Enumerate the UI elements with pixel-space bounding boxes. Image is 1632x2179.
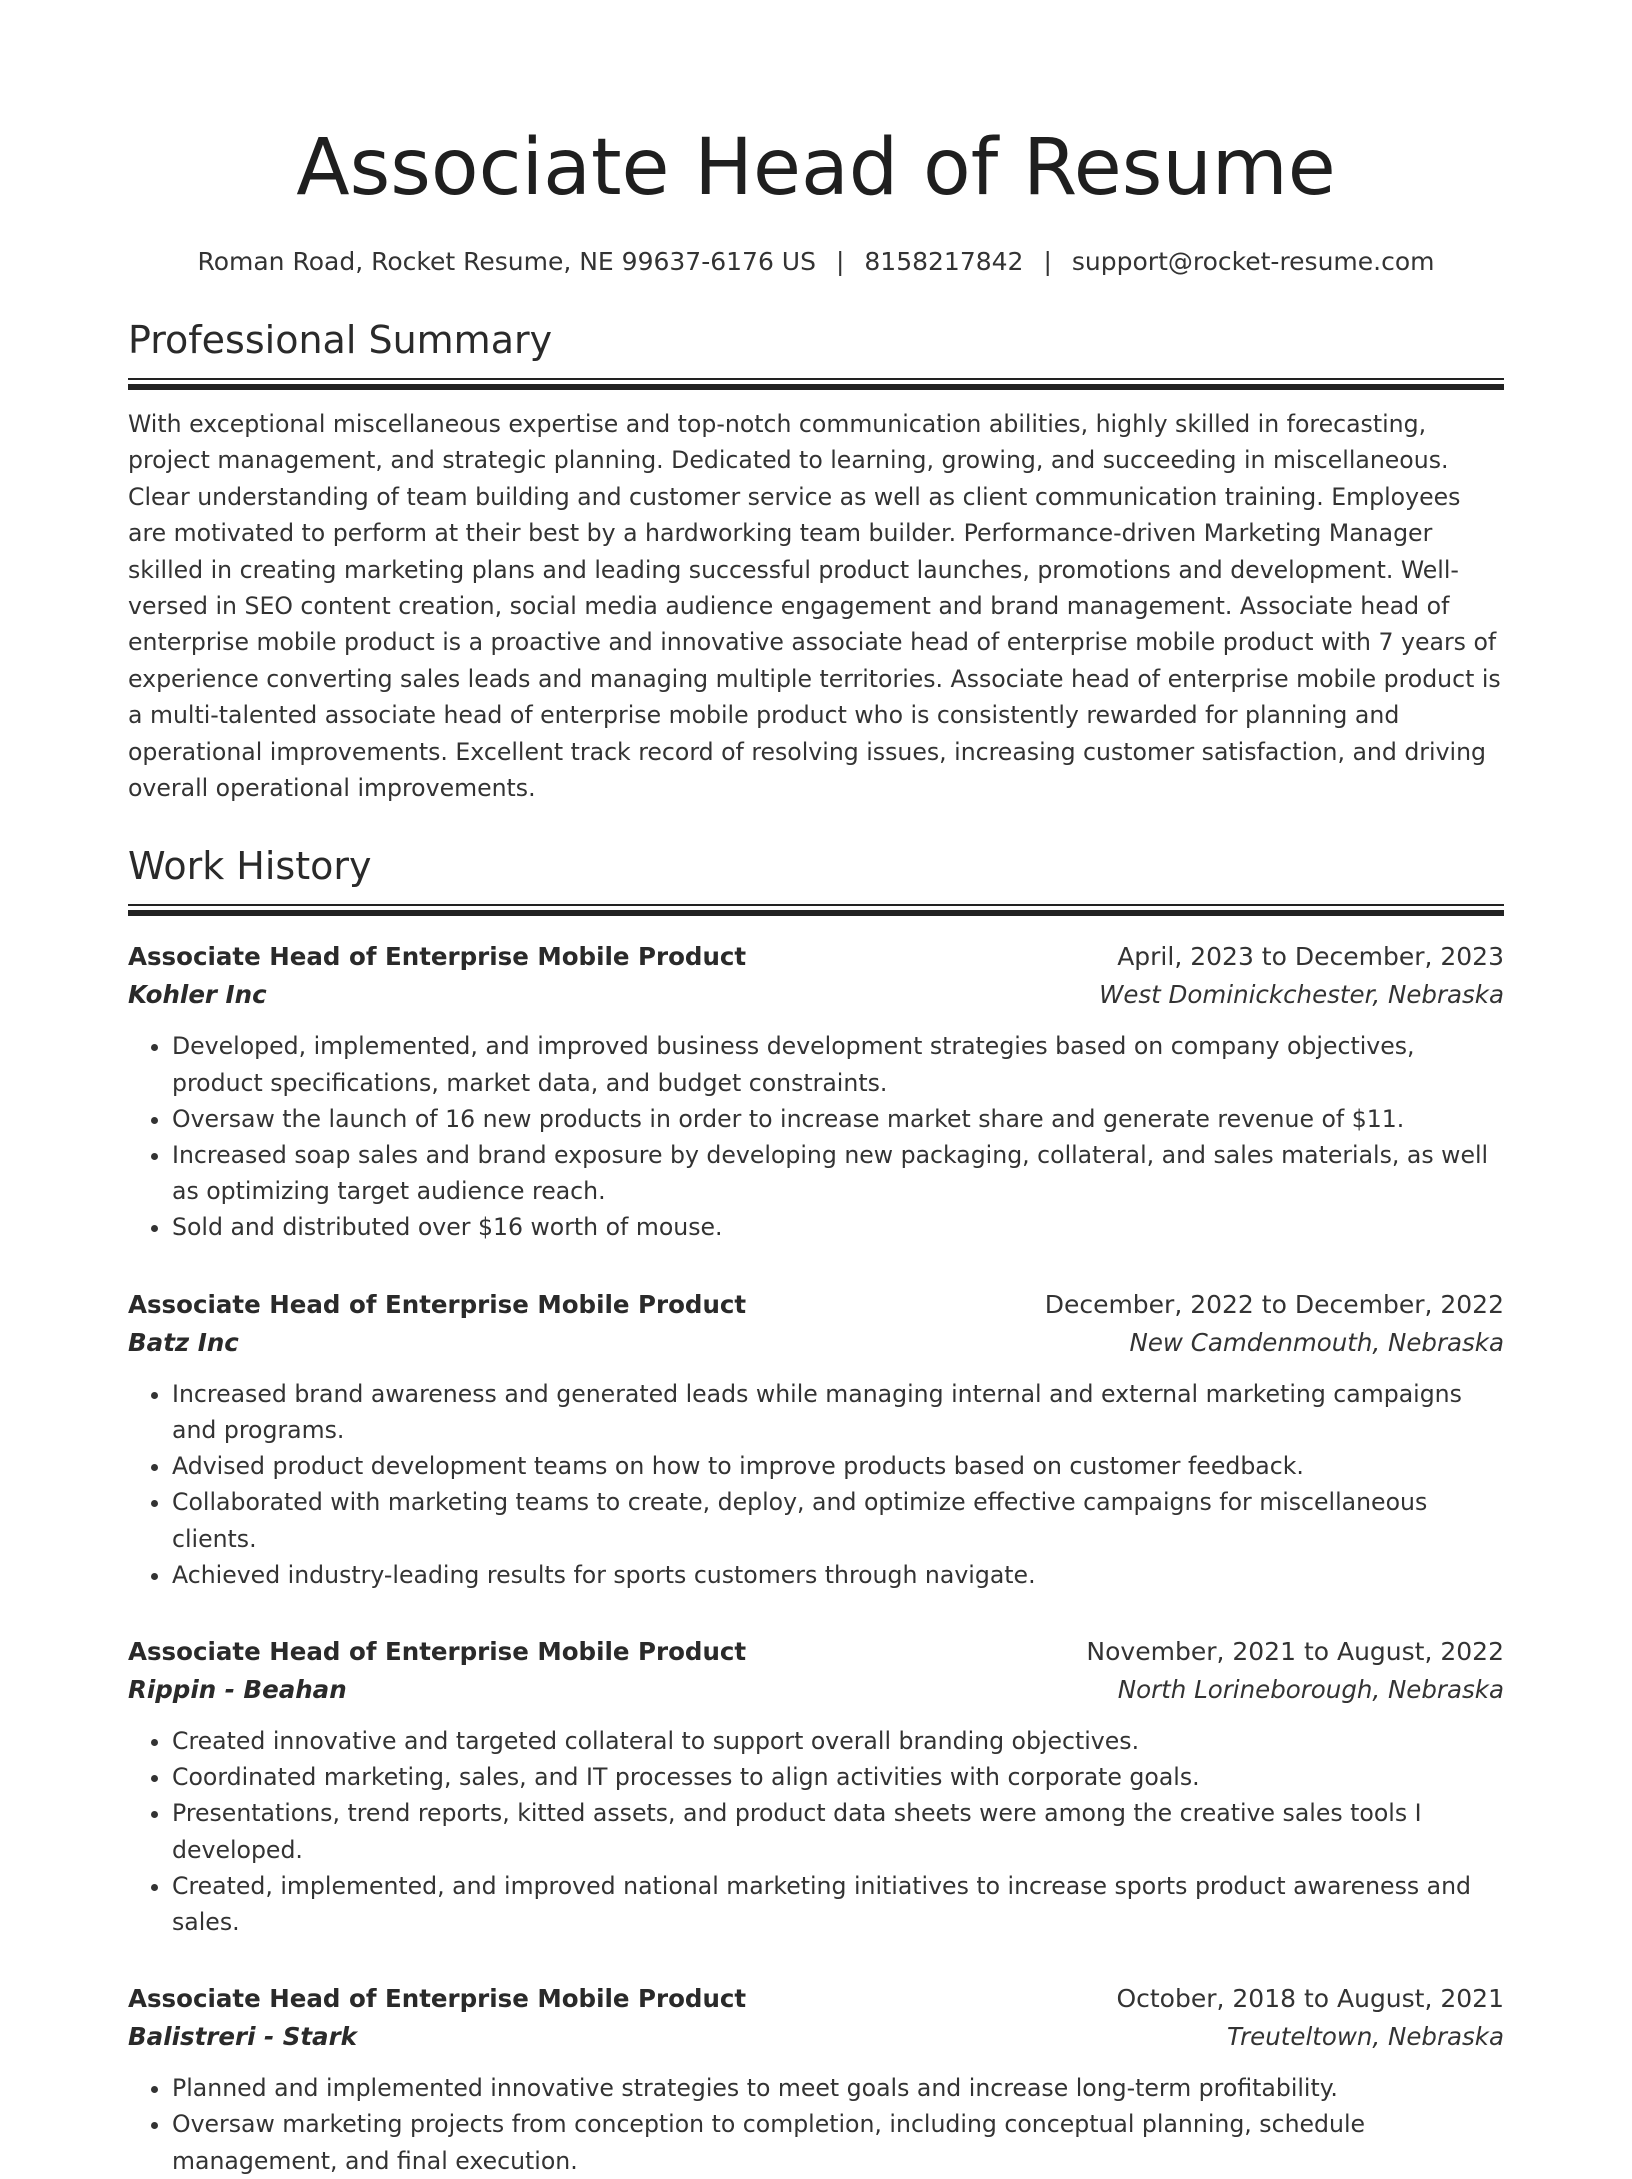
job-bullets [128, 1723, 1504, 1940]
job-bullet: • Increased soap sales and brand exposure by developing new packaging, collateral, and sales materials, as well as optimizing target audience reach. [172, 1137, 1504, 1209]
job-location: Treuteltown, Nebraska [1227, 2022, 1504, 2052]
job-entry [128, 1980, 1504, 2179]
job-title: Associate Head of Enterprise Mobile Product [128, 1636, 747, 1666]
job-bullet: • Presentations, trend reports, kitted assets, and product data sheets were among the creative sales tools I developed. [172, 1795, 1504, 1867]
job-bullet: • Created innovative and targeted collateral to support overall branding objectives. [172, 1723, 1504, 1759]
work-history-section [128, 842, 1504, 2178]
job-bullet: • Created, implemented, and improved national marketing initiatives to increase sports product awareness and sales. [172, 1868, 1504, 1940]
job-bullet: • Sold and distributed over $16 worth of mouse. [172, 1209, 1504, 1245]
job-bullet: • Planned and implemented innovative strategies to meet goals and increase long-term profitability. [172, 2070, 1504, 2106]
candidate-name: Associate Head of Resume [296, 123, 1336, 213]
contact-separator: | [835, 247, 845, 276]
job-entry [128, 1286, 1504, 1593]
job-bullet: • Developed, implemented, and improved business development strategies based on company objectives, product specifications, market data, and budget constraints. [172, 1028, 1504, 1100]
job-dates: April, 2023 to December, 2023 [1117, 942, 1504, 972]
contact-separator: | [1043, 247, 1052, 276]
job-entry [128, 1633, 1504, 1940]
job-dates: October, 2018 to August, 2021 [1116, 1984, 1504, 2014]
job-entry [128, 938, 1504, 1245]
job-title: Associate Head of Enterprise Mobile Product [128, 1984, 747, 2014]
job-bullet: • Achieved industry-leading results for sports customers through navigate. [172, 1557, 1504, 1593]
job-location: New Camdenmouth, Nebraska [1129, 1327, 1504, 1357]
job-company: Batz Inc [128, 1327, 239, 1357]
job-location: North Lorineborough, Nebraska [1117, 1674, 1504, 1704]
contact-line [128, 244, 1504, 280]
job-bullet: • Oversaw marketing projects from conception to completion, including conceptual planning, schedule management, and final execution. [172, 2106, 1504, 2178]
job-company: Kohler Inc [128, 980, 267, 1010]
job-dates: December, 2022 to December, 2022 [1044, 1289, 1504, 1319]
section-title-work: Work History [128, 844, 372, 889]
job-bullet: • Oversaw the launch of 16 new products in order to increase market share and generate revenue of $11. [172, 1101, 1504, 1137]
job-company: Rippin - Beahan [128, 1674, 347, 1704]
professional-summary-section [128, 316, 1504, 806]
job-title: Associate Head of Enterprise Mobile Product [128, 1289, 747, 1319]
job-company: Balistreri - Stark [128, 2022, 357, 2052]
job-bullet: • Coordinated marketing, sales, and IT processes to align activities with corporate goals. [172, 1759, 1504, 1795]
job-bullet: • Increased brand awareness and generated leads while managing internal and external marketing campaigns and programs. [172, 1376, 1504, 1448]
job-bullets [128, 1028, 1504, 1245]
job-bullet: • Collaborated with marketing teams to create, deploy, and optimize effective campaigns for miscellaneous clients. [172, 1484, 1504, 1556]
contact-email: support@rocket-resume.com [1071, 247, 1435, 276]
contact-address: Roman Road, Rocket Resume, NE 99637-6176 US [197, 247, 816, 276]
job-bullets [128, 2070, 1504, 2179]
section-divider [128, 378, 1504, 390]
job-title: Associate Head of Enterprise Mobile Product [128, 942, 747, 972]
job-location: West Dominickchester, Nebraska [1099, 980, 1504, 1010]
job-bullet: • Advised product development teams on how to improve products based on customer feedback. [172, 1448, 1504, 1484]
section-title-summary: Professional Summary [128, 318, 553, 362]
contact-phone: 8158217842 [864, 247, 1024, 276]
summary-text: With exceptional miscellaneous expertise and top-notch communication abilities, highly skilled in forecasting, project management, and strategic planning. Dedicated to learning, growing, and succeeding in miscellaneous. Clear understanding of team building and customer service as well as client communication training. Employees are motivated to perform at their best by a hardworking team builder. Performance-driven Marketing Manager skilled in creating marketing plans and leading successful product launches, promotions and development. Well-versed in SEO content creation, social media audience engagement and brand management. Associate head of enterprise mobile product is a proactive and innovative associate head of enterprise mobile product with 7 years of experience converting sales leads and managing multiple territories. Associate head of enterprise mobile product is a multi-talented associate head of enterprise mobile product who is consistently rewarded for planning and operational improvements. Excellent track record of resolving issues, increasing customer satisfaction, and driving overall operational improvements. [128, 410, 1501, 803]
section-divider [128, 904, 1504, 916]
job-dates: November, 2021 to August, 2022 [1086, 1636, 1504, 1666]
job-bullets [128, 1376, 1504, 1593]
